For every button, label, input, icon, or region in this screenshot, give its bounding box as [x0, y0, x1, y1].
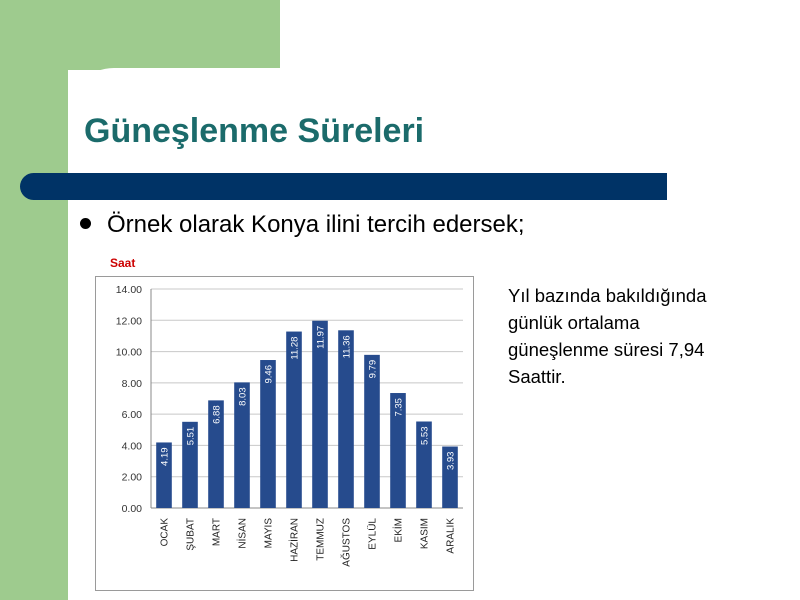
bar-value-label: 11.28 [289, 336, 301, 360]
y-tick-label: 2.00 [121, 471, 142, 484]
bar-value-label: 5.53 [419, 426, 431, 445]
x-tick-label: EKİM [393, 518, 405, 543]
bar-value-label: 9.79 [367, 359, 379, 379]
x-tick-label: ŞUBAT [185, 518, 197, 551]
y-tick-label: 0.00 [121, 503, 142, 515]
side-note-line: Saattir. [508, 366, 566, 387]
bullet-dot-icon [80, 218, 91, 229]
top-accent-band [0, 0, 280, 70]
bar-chart [96, 277, 473, 590]
slide-title: Güneşlenme Süreleri [84, 112, 425, 150]
bar-value-label: 11.97 [315, 325, 327, 349]
chart-unit-label: Saat [110, 256, 136, 270]
side-note-line: güneşlenme süresi 7,94 [508, 339, 705, 360]
bar-value-label: 11.36 [341, 335, 353, 359]
side-note [508, 282, 778, 390]
bar-value-label: 3.93 [445, 451, 457, 471]
x-tick-label: HAZİRAN [289, 518, 301, 562]
x-tick-label: NİSAN [237, 518, 249, 549]
side-note-line: Yıl bazında bakıldığında [508, 285, 707, 306]
x-tick-label: EYLÜL [367, 518, 379, 550]
x-tick-label: ARALIK [445, 518, 457, 554]
bar-value-label: 6.88 [211, 405, 223, 424]
title-underline-bar [20, 173, 667, 200]
y-tick-label: 8.00 [121, 377, 142, 390]
bullet-text: Örnek olarak Konya ilini tercih edersek; [107, 211, 525, 238]
bar-value-label: 7.35 [393, 398, 405, 417]
bar-value-label: 8.03 [237, 387, 249, 406]
y-tick-label: 4.00 [121, 440, 142, 453]
x-tick-label: MART [211, 518, 223, 547]
bar-value-label: 5.51 [185, 426, 197, 446]
bar-value-label: 4.19 [159, 447, 171, 466]
y-tick-label: 12.00 [115, 315, 142, 328]
side-note-line: günlük ortalama [508, 312, 640, 333]
y-tick-label: 14.00 [115, 284, 142, 296]
x-tick-label: MAYIS [263, 518, 275, 549]
x-tick-label: OCAK [159, 518, 171, 547]
bullet-item [80, 211, 525, 239]
left-accent-band [0, 0, 68, 600]
bar-value-label: 9.46 [263, 365, 275, 384]
x-tick-label: KASIM [419, 518, 431, 550]
x-tick-label: TEMMUZ [315, 518, 327, 561]
y-tick-label: 6.00 [121, 409, 142, 422]
y-tick-label: 10.00 [115, 346, 142, 359]
x-tick-label: AĞUSTOS [341, 518, 353, 567]
chart-frame [95, 276, 474, 591]
